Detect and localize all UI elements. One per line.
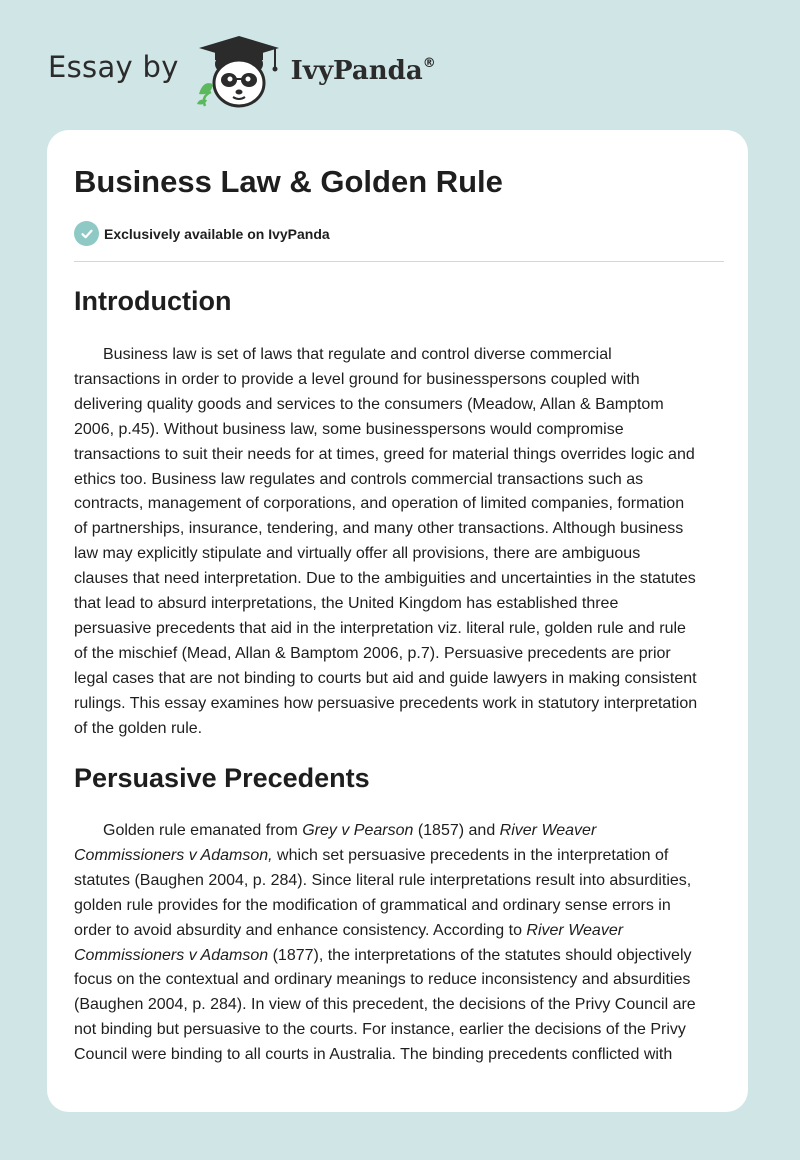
text-line	[74, 844, 724, 869]
text-segment: (1857) and	[413, 822, 500, 839]
exclusive-badge	[74, 221, 330, 246]
text-segment: ethics too. Business law regulates and controls commercial transactions such as	[74, 470, 644, 488]
text-segment: clauses that need interpretation. Due to the ambiguities and uncertainties in the statutes	[74, 570, 696, 588]
brand-name: IvyPanda®	[290, 56, 436, 86]
text-segment: legal cases that are not binding to courts but aid and guide lawyers in making consistent	[74, 669, 697, 687]
text-segment: Council were binding to all courts in Australia. The binding precedents conflicted with	[74, 1046, 673, 1064]
text-line	[74, 567, 724, 592]
page-title: Business Law & Golden Rule	[74, 164, 503, 199]
text-segment: (1877), the interpretations of the statutes should objectively	[268, 946, 692, 964]
exclusive-badge-text: Exclusively available on IvyPanda	[104, 225, 330, 242]
text-segment: of the golden rule.	[74, 719, 203, 737]
brand-prefix: Essay by	[48, 50, 179, 84]
text-line	[74, 418, 724, 443]
text-segment: order to avoid absurdity and enhance consistency. According to	[74, 921, 527, 939]
check-circle-icon	[74, 221, 99, 246]
text-line	[74, 617, 724, 642]
text-line	[74, 944, 724, 969]
text-line	[74, 542, 724, 567]
text-line	[74, 368, 724, 393]
text-line	[74, 1018, 724, 1043]
text-line	[74, 667, 724, 692]
text-line	[74, 492, 724, 517]
text-segment: not binding but persuasive to the courts. For instance, earlier the decisions of the Privy	[74, 1021, 686, 1039]
text-segment: Business law is set of laws that regulate and control diverse commercial	[103, 346, 612, 363]
text-segment: of partnerships, insurance, tendering, and many other transactions. Although business	[74, 520, 684, 538]
text-segment: Golden rule emanated from	[103, 822, 303, 839]
divider	[74, 261, 724, 262]
text-line	[74, 468, 724, 493]
brand-header[interactable]	[48, 34, 436, 110]
section-heading-persuasive-precedents: Persuasive Precedents	[74, 763, 370, 793]
text-segment: persuasive precedents that aid in the interpretation viz. literal rule, golden rule and rule	[74, 619, 686, 637]
text-line	[74, 919, 724, 944]
case-citation: Commissioners v Adamson,	[74, 846, 273, 864]
text-segment: law may explicitly stipulate and virtually offer all provisions, there are ambiguous	[74, 545, 641, 563]
registered-mark: ®	[422, 56, 436, 71]
panda-logo-icon	[193, 34, 285, 110]
text-line	[74, 517, 724, 542]
text-line	[74, 642, 724, 667]
text-segment: delivering quality goods and services to the consumers (Meadow, Allan & Bamptom	[74, 395, 664, 413]
text-segment: transactions in order to provide a level ground for businesspersons coupled with	[74, 370, 640, 388]
text-segment: 2006, p.45). Without business law, some businesspersons would compromise	[74, 420, 624, 438]
text-line	[74, 343, 724, 368]
case-citation: River Weaver	[526, 921, 624, 939]
text-line	[74, 993, 724, 1018]
text-segment: which set persuasive precedents in the interpretation of	[272, 846, 669, 864]
text-line	[74, 592, 724, 617]
essay-card	[47, 130, 748, 1112]
text-line	[74, 1043, 724, 1068]
text-line	[74, 819, 724, 844]
text-line	[74, 869, 724, 894]
text-line	[74, 692, 724, 717]
text-segment: that lead to absurd interpretations, the United Kingdom has established three	[74, 595, 619, 613]
text-segment: transactions to suit their needs for at times, greed for material things overrides logic and	[74, 445, 695, 463]
text-line	[74, 717, 724, 742]
text-segment: statutes (Baughen 2004, p. 284). Since literal rule interpretations result into absurdities,	[74, 871, 692, 889]
text-segment: contracts, management of corporations, and operation of limited companies, formation	[74, 495, 685, 513]
text-line	[74, 393, 724, 418]
case-citation: Commissioners v Adamson	[74, 946, 269, 964]
paragraph-introduction	[74, 343, 724, 742]
text-segment: (Baughen 2004, p. 284). In view of this precedent, the decisions of the Privy Council are	[74, 996, 696, 1014]
text-segment: rulings. This essay examines how persuasive precedents work in statutory interpretation	[74, 694, 698, 712]
text-line	[74, 894, 724, 919]
text-segment: of the mischief (Mead, Allan & Bamptom 2006, p.7). Persuasive precedents are prior	[74, 644, 671, 662]
case-citation: Grey v Pearson	[302, 822, 414, 839]
section-heading-introduction: Introduction	[74, 286, 232, 316]
text-line	[74, 968, 724, 993]
text-segment: focus on the contextual and ordinary meanings to reduce inconsistency and absurdities	[74, 971, 691, 989]
paragraph-persuasive-precedents	[74, 819, 724, 1068]
case-citation: River Weaver	[499, 822, 597, 839]
text-segment: golden rule provides for the modification of grammatical and ordinary sense errors in	[74, 896, 671, 914]
text-line	[74, 443, 724, 468]
